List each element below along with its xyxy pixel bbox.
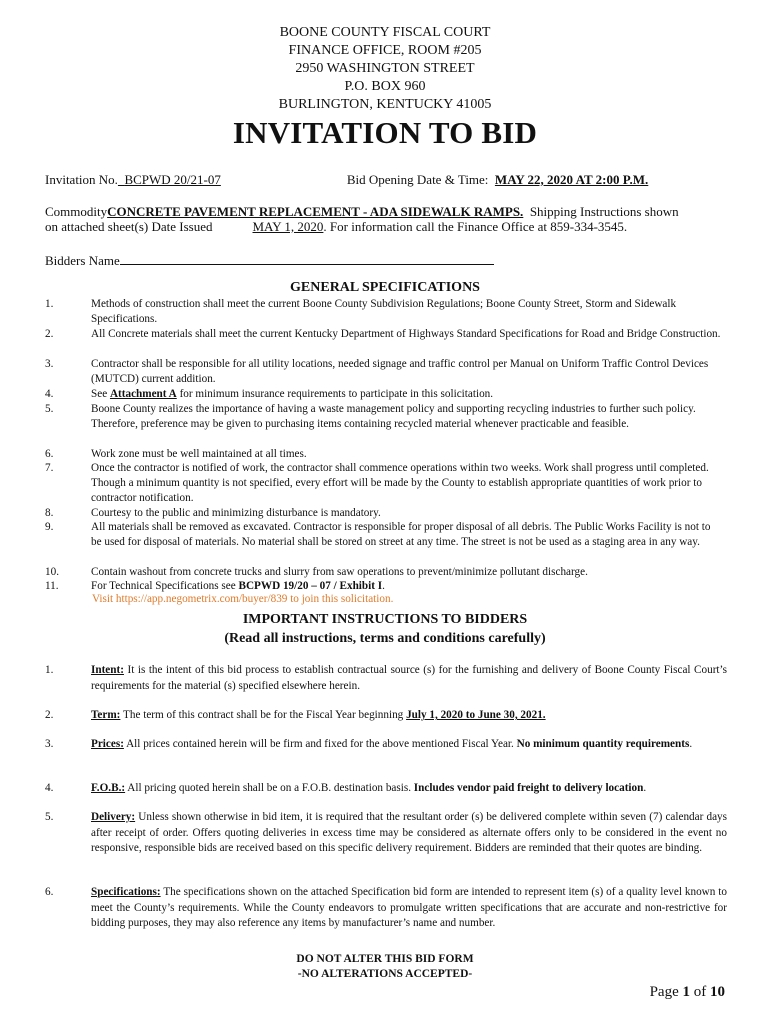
commodity-line [45, 204, 679, 220]
instructions-heading: IMPORTANT INSTRUCTIONS TO BIDDERS [242, 612, 528, 627]
page-title: INVITATION TO BID [232, 115, 538, 150]
bidders-name-label: Bidders Name [45, 253, 120, 268]
bid-opening-value: MAY 22, 2020 AT 2:00 P.M. [494, 172, 649, 187]
footer-warning-2: -NO ALTERATIONS ACCEPTED- [297, 968, 473, 980]
shipping-instructions: Shipping Instructions shown [529, 204, 679, 219]
header-line-2: FINANCE OFFICE, ROOM #205 [288, 43, 482, 58]
finance-office-info: . For information call the Finance Office at 859-334-3545. [323, 219, 628, 234]
bidders-name-field[interactable] [120, 252, 494, 265]
instructions-subheading: (Read all instructions, terms and conditions carefully) [224, 631, 546, 646]
date-issued-label: on attached sheet(s) Date Issued [45, 219, 213, 234]
invitation-number: BCPWD 20/21-07 [124, 172, 221, 187]
technical-spec-ref: BCPWD 19/20 – 07 / Exhibit I [238, 580, 383, 592]
commodity-line-2 [45, 219, 627, 235]
footer-warning-1: DO NOT ALTER THIS BID FORM [296, 953, 474, 965]
header-line-1: BOONE COUNTY FISCAL COURT [279, 25, 491, 40]
date-issued-value: MAY 1, 2020 [252, 219, 324, 234]
page-number: Page 1 of 10 [649, 984, 725, 1000]
invitation-line [45, 172, 648, 188]
header-line-5: BURLINGTON, KENTUCKY 41005 [278, 97, 492, 112]
general-specifications-heading: GENERAL SPECIFICATIONS [290, 280, 480, 295]
commodity-value: CONCRETE PAVEMENT REPLACEMENT - ADA SIDEWALK RAMPS. [107, 204, 524, 219]
negometrix-link[interactable]: Visit https://app.negometrix.com/buyer/839 to join this solicitation. [92, 593, 394, 605]
header-line-4: P.O. BOX 960 [344, 79, 426, 94]
invitation-label: Invitation No. [45, 172, 118, 187]
bid-opening-label: Bid Opening Date & Time: [346, 172, 489, 187]
attachment-a-link: Attachment A [109, 388, 177, 400]
bidders-name-line [45, 252, 494, 269]
bid-document-page: BOONE COUNTY FISCAL COURT FINANCE OFFICE, ROOM #205 2950 WASHINGTON STREET P.O. BOX 960 BURLINGTON, KENTUCKY 41005 INVITATION TO BID Invitation No. BCPWD 20/21-07 Bid Opening Date & Time: MAY 22, 2020 AT 2:00 P.M. CommodityCONCRETE PAVEMENT REPLACEMENT - ADA SIDEWALK RAMPS. Shipping Instructions shown on attached sheet(s) Date Issued MAY 1, 2020. For information call the Finance Office at 859-334-3545. Bidders Name GENERAL SPECIFICATIONS 1. Methods of construction shall meet the current Boone County Subdivision Regulations; Boone County Street, Storm and Sidewalk Specifications. 2. All Concrete materials shall meet the current Kentucky Department of Highways Standard Specifications for Road and Bridge Construction. 3. Contractor shall be responsible for all utility locations, needed signage and traffic control per Manual on Uniform Traffic Control Devices (MUTCD) current addition. 4. See Attachment A for minimum insurance requirements to participate in this solicitation. 5. Boone County realizes the importance of having a waste management policy and supporting recycling industries to further such policy. Therefore, preference may be given to purchasing items containing recycled material whenever practicable and feasible. 6. Work zone must be well maintained at all times. 7. Once the contractor is notified of work, the contractor shall commence operations within two weeks. Work shall progress until completed. Though a minimum quantity is not specified, every effort will be made by the County to establish appropriate quantities of work prior to contractor notification. 8. Courtesy to the public and minimizing disturbance is mandatory. 9. All materials shall be removed as excavated. Contractor is responsible for proper disposal of all debris. The Public Works Facility is not to be used for disposal of materials. No material shall be stored on street at any time. The street is not be used as a staging area in any way. 10. Contain washout from concrete trucks and slurry from saw operations to prevent/minimize pollutant discharge. 11. For Technical Specifications see BCPWD 19/20 – 07 / Exhibit I. Visit https://app.negometrix.com/buyer/839 to join this solicitation. IMPORTANT INSTRUCTIONS TO BIDDERS (Read all instructions, terms and conditions carefully) 1. Intent: It is the intent of this bid process to establish contractual source (s) for the furnishing and delivery of Boone County Fiscal Court’s requirements for the material (s) specified elsewhere herein. 2. Term: The term of this contract shall be for the Fiscal Year beginning July 1, 2020 to June 30, 2021. 3. Prices: All prices contained herein will be firm and fixed for the above mentioned Fiscal Year. No minimum quantity requirements. 4. F.O.B.: All pricing quoted herein shall be on a F.O.B. destination basis. Includes vendor paid freight to delivery location. 5. Delivery: Unless shown otherwise in bid item, it is required that the resultant order (s) be delivered complete within seven (7) calendar days after receipt of order. Offers quoting deliveries in excess time may be considered as alternate offers only to be considered in the event no responsive, responsible bids are received based on this specific delivery requirement. Bidders are reminded that their quotes are binding. 6. Specifications: The specifications shown on the attached Specification bid form are intended to represent item (s) of a quality level known to meet the County’s requirements. While the County endeavors to promulgate written specifications that are accurate and non-restrictive for bidding purposes, they may also reference any items by manufacturer’s name and number. DO NOT ALTER THIS BID FORM -NO ALTERATIONS ACCEPTED- Page 1 of 10 [0, 0, 770, 1024]
commodity-label: Commodity [45, 204, 108, 219]
header-line-3: 2950 WASHINGTON STREET [295, 61, 475, 76]
